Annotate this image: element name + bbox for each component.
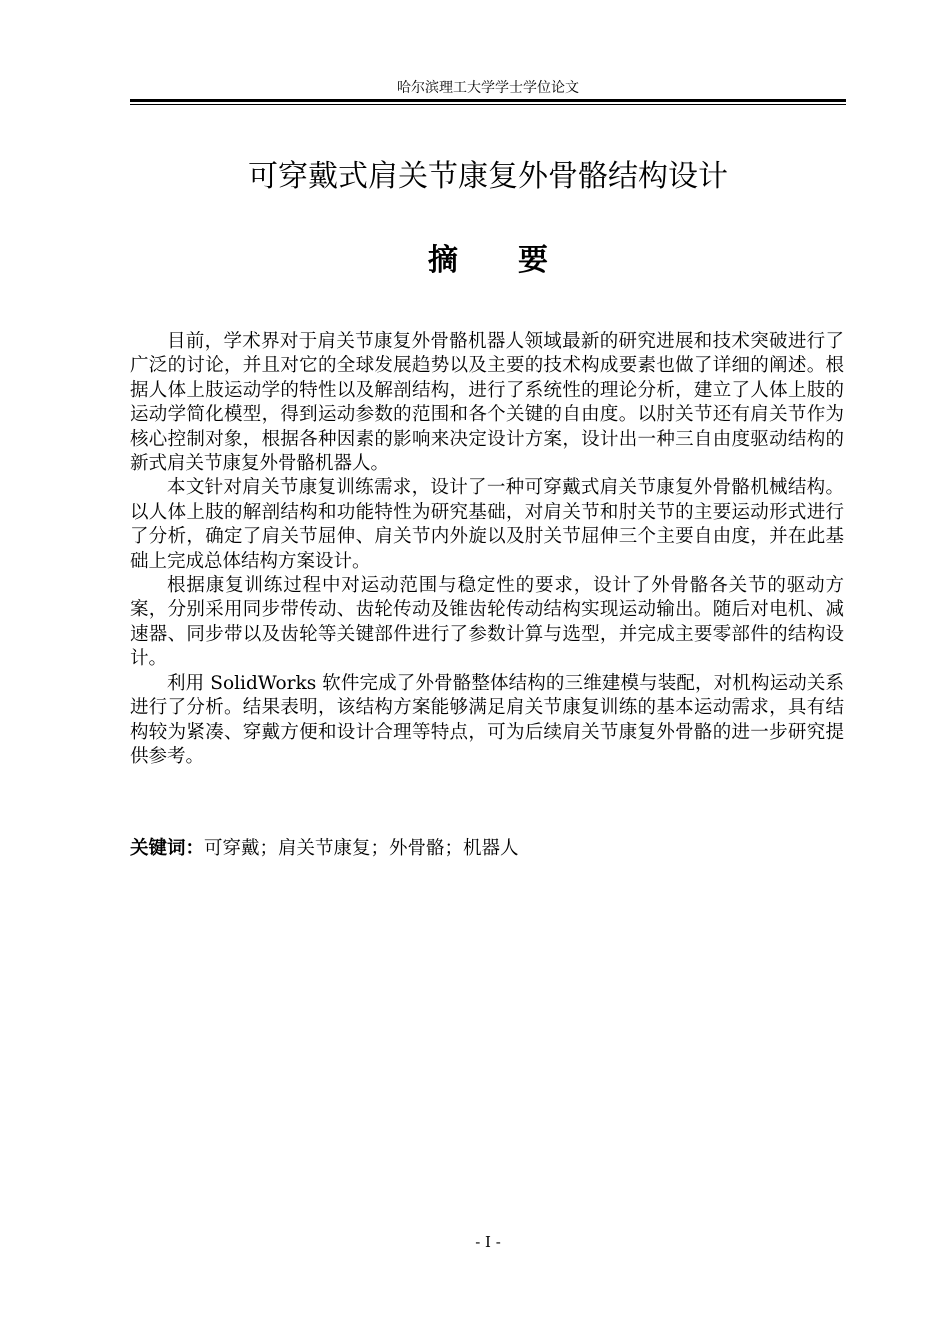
header-rule-thin (130, 104, 846, 105)
thesis-title: 可穿戴式肩关节康复外骨骼结构设计 (248, 159, 728, 194)
page-number: - I - (475, 1233, 501, 1251)
header-rule-thick (130, 99, 846, 102)
keywords-label: 关键词： (130, 838, 205, 859)
abstract-paragraph-4: 利用 SolidWorks 软件完成了外骨骼整体结构的三维建模与装配，对机构运动关系进行了分析。结果表明，该结构方案能够满足肩关节康复训练的基本运动需求，具有结构较为紧凑、穿戴方便和设计合理等特点，可为后续肩关节康复外骨骼的进一步研究提供参考。 (130, 672, 844, 767)
running-header: 哈尔滨理工大学学士学位论文 (397, 80, 579, 96)
abstract-heading: 摘要 (428, 243, 608, 278)
abstract-paragraph-2: 本文针对肩关节康复训练需求，设计了一种可穿戴式肩关节康复外骨骼机械结构。以人体上肢的解剖结构和功能特性为研究基础，对肩关节和肘关节的主要运动形式进行了分析，确定了肩关节屈伸、肩关节内外旋以及肘关节屈伸三个主要自由度，并在此基础上完成总体结构方案设计。 (130, 477, 844, 572)
abstract-body (130, 330, 844, 769)
keywords-value: 可穿戴；肩关节康复；外骨骼；机器人 (204, 838, 519, 859)
keywords-line (130, 837, 844, 861)
abstract-paragraph-3: 根据康复训练过程中对运动范围与稳定性的要求，设计了外骨骼各关节的驱动方案，分别采用同步带传动、齿轮传动及锥齿轮传动结构实现运动输出。随后对电机、减速器、同步带以及齿轮等关键部件进行了参数计算与选型，并完成主要零部件的结构设计。 (130, 575, 844, 670)
abstract-paragraph-1: 目前，学术界对于肩关节康复外骨骼机器人领域最新的研究进展和技术突破进行了广泛的讨论，并且对它的全球发展趋势以及主要的技术构成要素也做了详细的阐述。根据人体上肢运动学的特性以及解剖结构，进行了系统性的理论分析，建立了人体上肢的运动学简化模型，得到运动参数的范围和各个关键的自由度。以肘关节还有肩关节作为核心控制对象，根据各种因素的影响来决定设计方案，设计出一种三自由度驱动结构的新式肩关节康复外骨骼机器人。 (130, 331, 844, 475)
